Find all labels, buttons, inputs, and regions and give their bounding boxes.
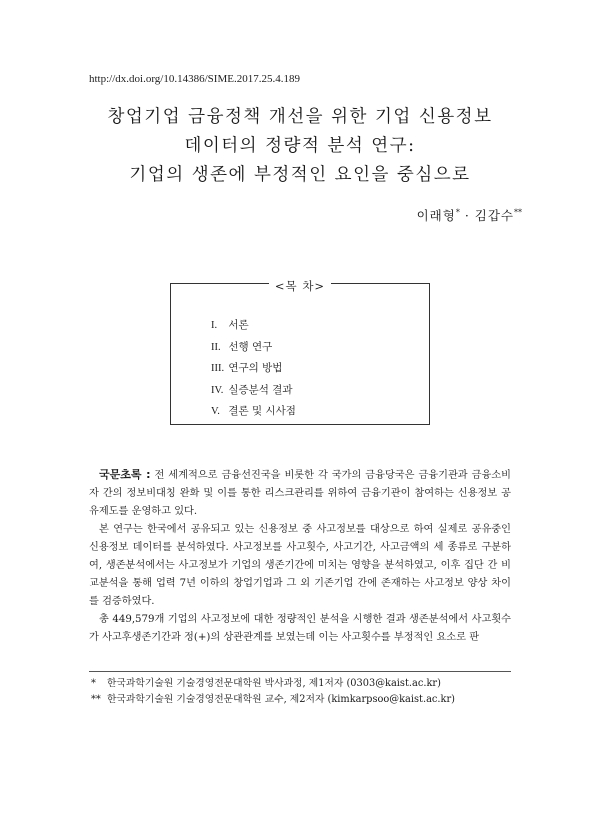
toc-item-number: V. xyxy=(211,406,220,417)
footnote xyxy=(91,692,513,708)
abstract-paragraph: 총 449,579개 기업의 사고정보에 대한 정량적인 분석을 시행한 결과 생존분석에서 사고횟수가 사고후생존기간과 정(+)의 상관관계를 보였는데 이는 사고횟수를 부정적인 요소로 판 xyxy=(89,614,511,643)
footnote-mark: * xyxy=(91,678,96,689)
author-name: 이래형 xyxy=(416,208,456,223)
toc-heading: <목 차> xyxy=(269,279,331,293)
abstract-text: 전 세계적으로 금융선진국을 비롯한 각 국가의 금융당국은 금융기관과 금융소비자 간의 정보비대칭 완화 및 이를 통한 리스크관리를 위하여 금융기관이 참여하는 신용정보 공유제도를 운영하고 있다. xyxy=(89,470,511,517)
toc-item-label: 실증분석 결과 xyxy=(228,383,293,396)
title-line: 기업의 생존에 부정적인 요인을 중심으로 xyxy=(129,165,471,185)
doi-link[interactable]: http://dx.doi.org/10.14386/SIME.2017.25.4.189 xyxy=(89,73,300,85)
footnote-mark: ** xyxy=(91,694,101,705)
toc-item-number: IV. xyxy=(211,384,224,396)
toc-item-number: II. xyxy=(211,341,221,353)
title-line: 데이터의 정량적 분석 연구: xyxy=(184,136,416,156)
toc-item-label: 선행 연구 xyxy=(228,340,273,353)
toc-item-label: 서론 xyxy=(228,319,249,331)
toc-item xyxy=(211,380,296,402)
author-separator: · xyxy=(459,208,475,223)
footnote-divider xyxy=(89,671,511,672)
toc-item-number: III. xyxy=(211,363,225,374)
toc-item-number: I. xyxy=(211,320,218,331)
footnote-mark: ** xyxy=(514,208,522,217)
toc-item xyxy=(211,401,296,423)
author-line xyxy=(417,206,522,224)
footnote-text: 한국과학기술원 기술경영전문대학원 교수, 제2저자 (kimkarpsoo@kaist.ac.kr) xyxy=(107,694,455,705)
footnote xyxy=(91,676,513,692)
footnote-text: 한국과학기술원 기술경영전문대학원 박사과정, 제1저자 (0303@kaist.ac.kr) xyxy=(107,678,441,689)
toc-item xyxy=(211,358,296,380)
abstract xyxy=(89,466,511,647)
toc-item-label: 연구의 방법 xyxy=(228,362,283,374)
abstract-paragraph xyxy=(89,466,511,521)
abstract-label: 국문초록 : xyxy=(99,468,151,481)
paper-title xyxy=(0,103,600,190)
footnotes xyxy=(91,676,513,708)
toc-item xyxy=(211,315,296,337)
abstract-paragraph: 본 연구는 한국에서 공유되고 있는 신용정보 중 사고정보를 대상으로 하여 실제로 공유중인 신용정보 데이터를 분석하였다. 사고정보를 사고횟수, 사고기간, 사고금액의 세 종류로 구분하여, 생존분석에서는 사고정보가 기업의 생존기간에 미치는 영향을 분석하였고, 이후 집단 간 비교분석을 통해 업력 7년 이하의 창업기업과 그 외 기존기업 간에 존재하는 사고정보 양상 차이를 검증하였다. xyxy=(89,524,511,607)
author-name: 김갑수 xyxy=(474,208,514,223)
table-of-contents xyxy=(170,279,430,425)
title-line: 창업기업 금융정책 개선을 위한 기업 신용정보 xyxy=(107,107,493,127)
toc-item xyxy=(211,337,296,359)
toc-item-label: 결론 및 시사점 xyxy=(228,405,296,417)
toc-list xyxy=(211,315,296,423)
footnote-mark: * xyxy=(455,208,460,217)
